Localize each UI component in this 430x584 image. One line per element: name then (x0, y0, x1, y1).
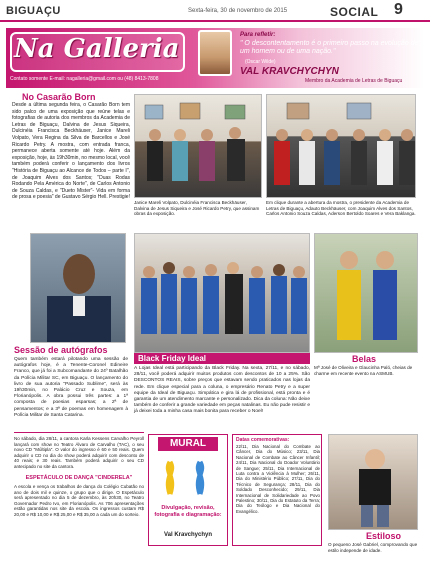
columnist-photo (198, 30, 232, 76)
article-body: Quem também estará pilotando uma sessão de autógrafos hoje, é a Tenente-Coronel Edineire Franco, que já foi a Subcomandante do 24º Batalhão da Polícia Militar SC, em Biguaçu. O lançamento do livro de sua autoria "Passado Sublime", será às 19h30min, no Palácio Cruz e Souza, em Florianópolis. A obra possui três partes: a 1ª composta de poesias esparsas; a 2ª de pensamentos; e a 3ª de poemas em homenagem à Polícia Militar de Santa Catarina. (14, 357, 128, 418)
quote-text: " O descontentamento é o primeiro passo na evolução de um homem ou de uma nação." (240, 40, 419, 55)
mural-title: MURAL (158, 437, 218, 451)
article-title: Black Friday Ideal (134, 353, 310, 364)
credits-name: Val Kravchychyn (163, 532, 213, 538)
exhibition-photo-1 (134, 94, 262, 198)
dates-title: Datas comemorativas: (236, 437, 290, 443)
group-figures (267, 95, 416, 198)
photo-caption: Em clique durante a abertura da mostra, o presidente da Academia de Letras de Biguaçu, Adauto Beckhäuser, com Joaquim Alves dos Santos, Carlos Antonio Souza Caldas, Aderson Bertoldo Soares e Vera Baklanga. (266, 200, 416, 217)
article-subtitle: ESPETÁCULO DE DANÇA "CINDERELA" (25, 475, 133, 481)
article-title: Belas (352, 354, 377, 364)
women-figures (315, 234, 418, 353)
article-title: Sessão de autógrafos (14, 345, 108, 355)
quote-label: Para refletir: (240, 32, 276, 38)
group-figures (135, 95, 262, 198)
dates-list: 22/11, Dia Nacional do Combate ao Câncer, Dia do Músico; 23/11, Dia Nacional de Combate ao Câncer Infantil; 24/11, Dia Nacional do Doador Voluntário de Sangue; 25/11, Dia Internacional de Luta contra a Violência à Mulher; 26/11, Dia do Ministério Público; 27/11, Dia do Técnico de Segurança; 28/11, Dia do Soldado Desconhecido; 29/11, Dia Internacional de Solidariedade ao Povo Palestino; 30/11, Dia do Estatuto da Terra; Dia do Teólogo e Dia Nacional do Evangélico. (236, 444, 320, 514)
quote-author: (Oscar Wilde) (245, 59, 276, 65)
child-figure (329, 435, 418, 530)
credits-label: Divulgação, revisão, fotografia e diagramação: (154, 505, 222, 518)
awareness-ribbons (160, 458, 216, 498)
belas-photo (314, 233, 418, 353)
article-title: Estiloso (366, 531, 402, 541)
exhibition-photo-2 (266, 94, 416, 198)
officer-figure (31, 234, 126, 343)
column-logo: Na Galleria (14, 34, 180, 64)
membership-line: Membro da Academia de Letras de Biguaçu (305, 78, 403, 84)
article-body: No sábado, dia 28/11, a cantora Karla Kessens Carvalho Peyroll lançará com show no Teatro Álvaro de Carvalho (TAC), o seu novo CD "Múltipla". O valor do ingresso é 60 e 50 reais. Quem adquirir o CD no dia do show poderá adquirir com desconto de 40 reais; e 30 reais. Também poderá adquirir o seu CD antecipado no site da cantora. (14, 436, 144, 469)
article-body: A Lojas Ideal está participando da Black Friday. Na sexta, 27/11, e no sábado, 28/11, você poderá adquirir muitos produtos com descontos de 10 a 25%. São DESCONTOS REAIS, sobre preços que estavam sendo praticados nas lojas da rede. Em clique especial para a coluna, o empresário Renato Petry e a super equipe da Ideal de Biguaçu. Simpática e gira lá de profissional, está pronta e é garantia de um atendimento marcante e personalizado. Dica da coluna: Não deixe também de conferir a grande variedade em peças natalinas. Eu não pude resistir e já deixei toda a minha casa mais bonita para receber o Noel! (134, 366, 310, 415)
photo-caption: O pequeno José Gabriel, comprovando que estilo independe de idade. (328, 542, 418, 553)
officer-photo (30, 233, 126, 343)
article-body: Desde a última segunda feira, o Casarão Born tem sido palco de uma exposição que reúne telas e fotografias de autoria dos membros da Academia de Letras de Biguaçu, Dalvina de Jesus Siqueira, Dulcinéia Francisca Beckhäuser, Janice Mareli Volpato, Vera Regina da Silva de Barcellos e José Ricardo Petry. A mostra, com entrada franca, permanece aberta somente até hoje. Além da exposição, hoje, às 19h30min, no mesmo local, você também poderá conferir o lançamento dos livros "História de Biguaçu ao Alcance de Todos – parte I", de Joaquim Alves dos Santos; "Duas Rodas Rodando Pela América do Norte", de Carlos Antonio de Souza Caldas, e "Dueto Mister"- Vida em forma de prosa e poesia" de Gustavo Sérgio Hell. Prestigie! (12, 102, 130, 201)
section-label: SOCIAL (330, 5, 379, 19)
photo-caption: Mª José de Oliveira e Glaucinha Paló, cheias de charme em recente evento na ASMUB. (314, 365, 413, 376)
store-team-photo (134, 233, 310, 353)
photo-caption: Janice Mareli Volpato, Dulcinéia Francisca Beckhäuser, Dalvina de Jesus Siqueira e José Ricardo Petry, que assinam obras da exposição. (134, 200, 260, 217)
columnist-signature: VAL KRAVCHYCHYN (240, 66, 339, 77)
team-figures (135, 234, 310, 353)
page-number: 9 (394, 1, 403, 18)
city-label: BIGUAÇU (6, 5, 61, 17)
child-photo (328, 434, 418, 530)
article-title: No Casarão Born (22, 92, 96, 102)
article-body: A escola e vença os trabalhos de dança do Colégio Cubatão no ano de dois mil e quinze, o grupo que o dirige. O Espetáculo será apresentado no dia 5 de dezembro, às 20h30, no Teatro Governador Pedro Ivo, em Florianópolis. As 706 apresentações estão garantidas nos site da escola. Os ingressos custam R$ 20,00 e R$ 10,00 e R$ 25,00 e R$ 35,00 a cada um do sorteio. (14, 484, 144, 517)
ribbon-icon (160, 458, 216, 498)
date-label: Sexta-feira, 30 de novembro de 2015 (188, 8, 288, 14)
contact-line: Contato somente E-mail: nagalleria@gmail.com ou (48) 8413-7808 (10, 76, 159, 82)
